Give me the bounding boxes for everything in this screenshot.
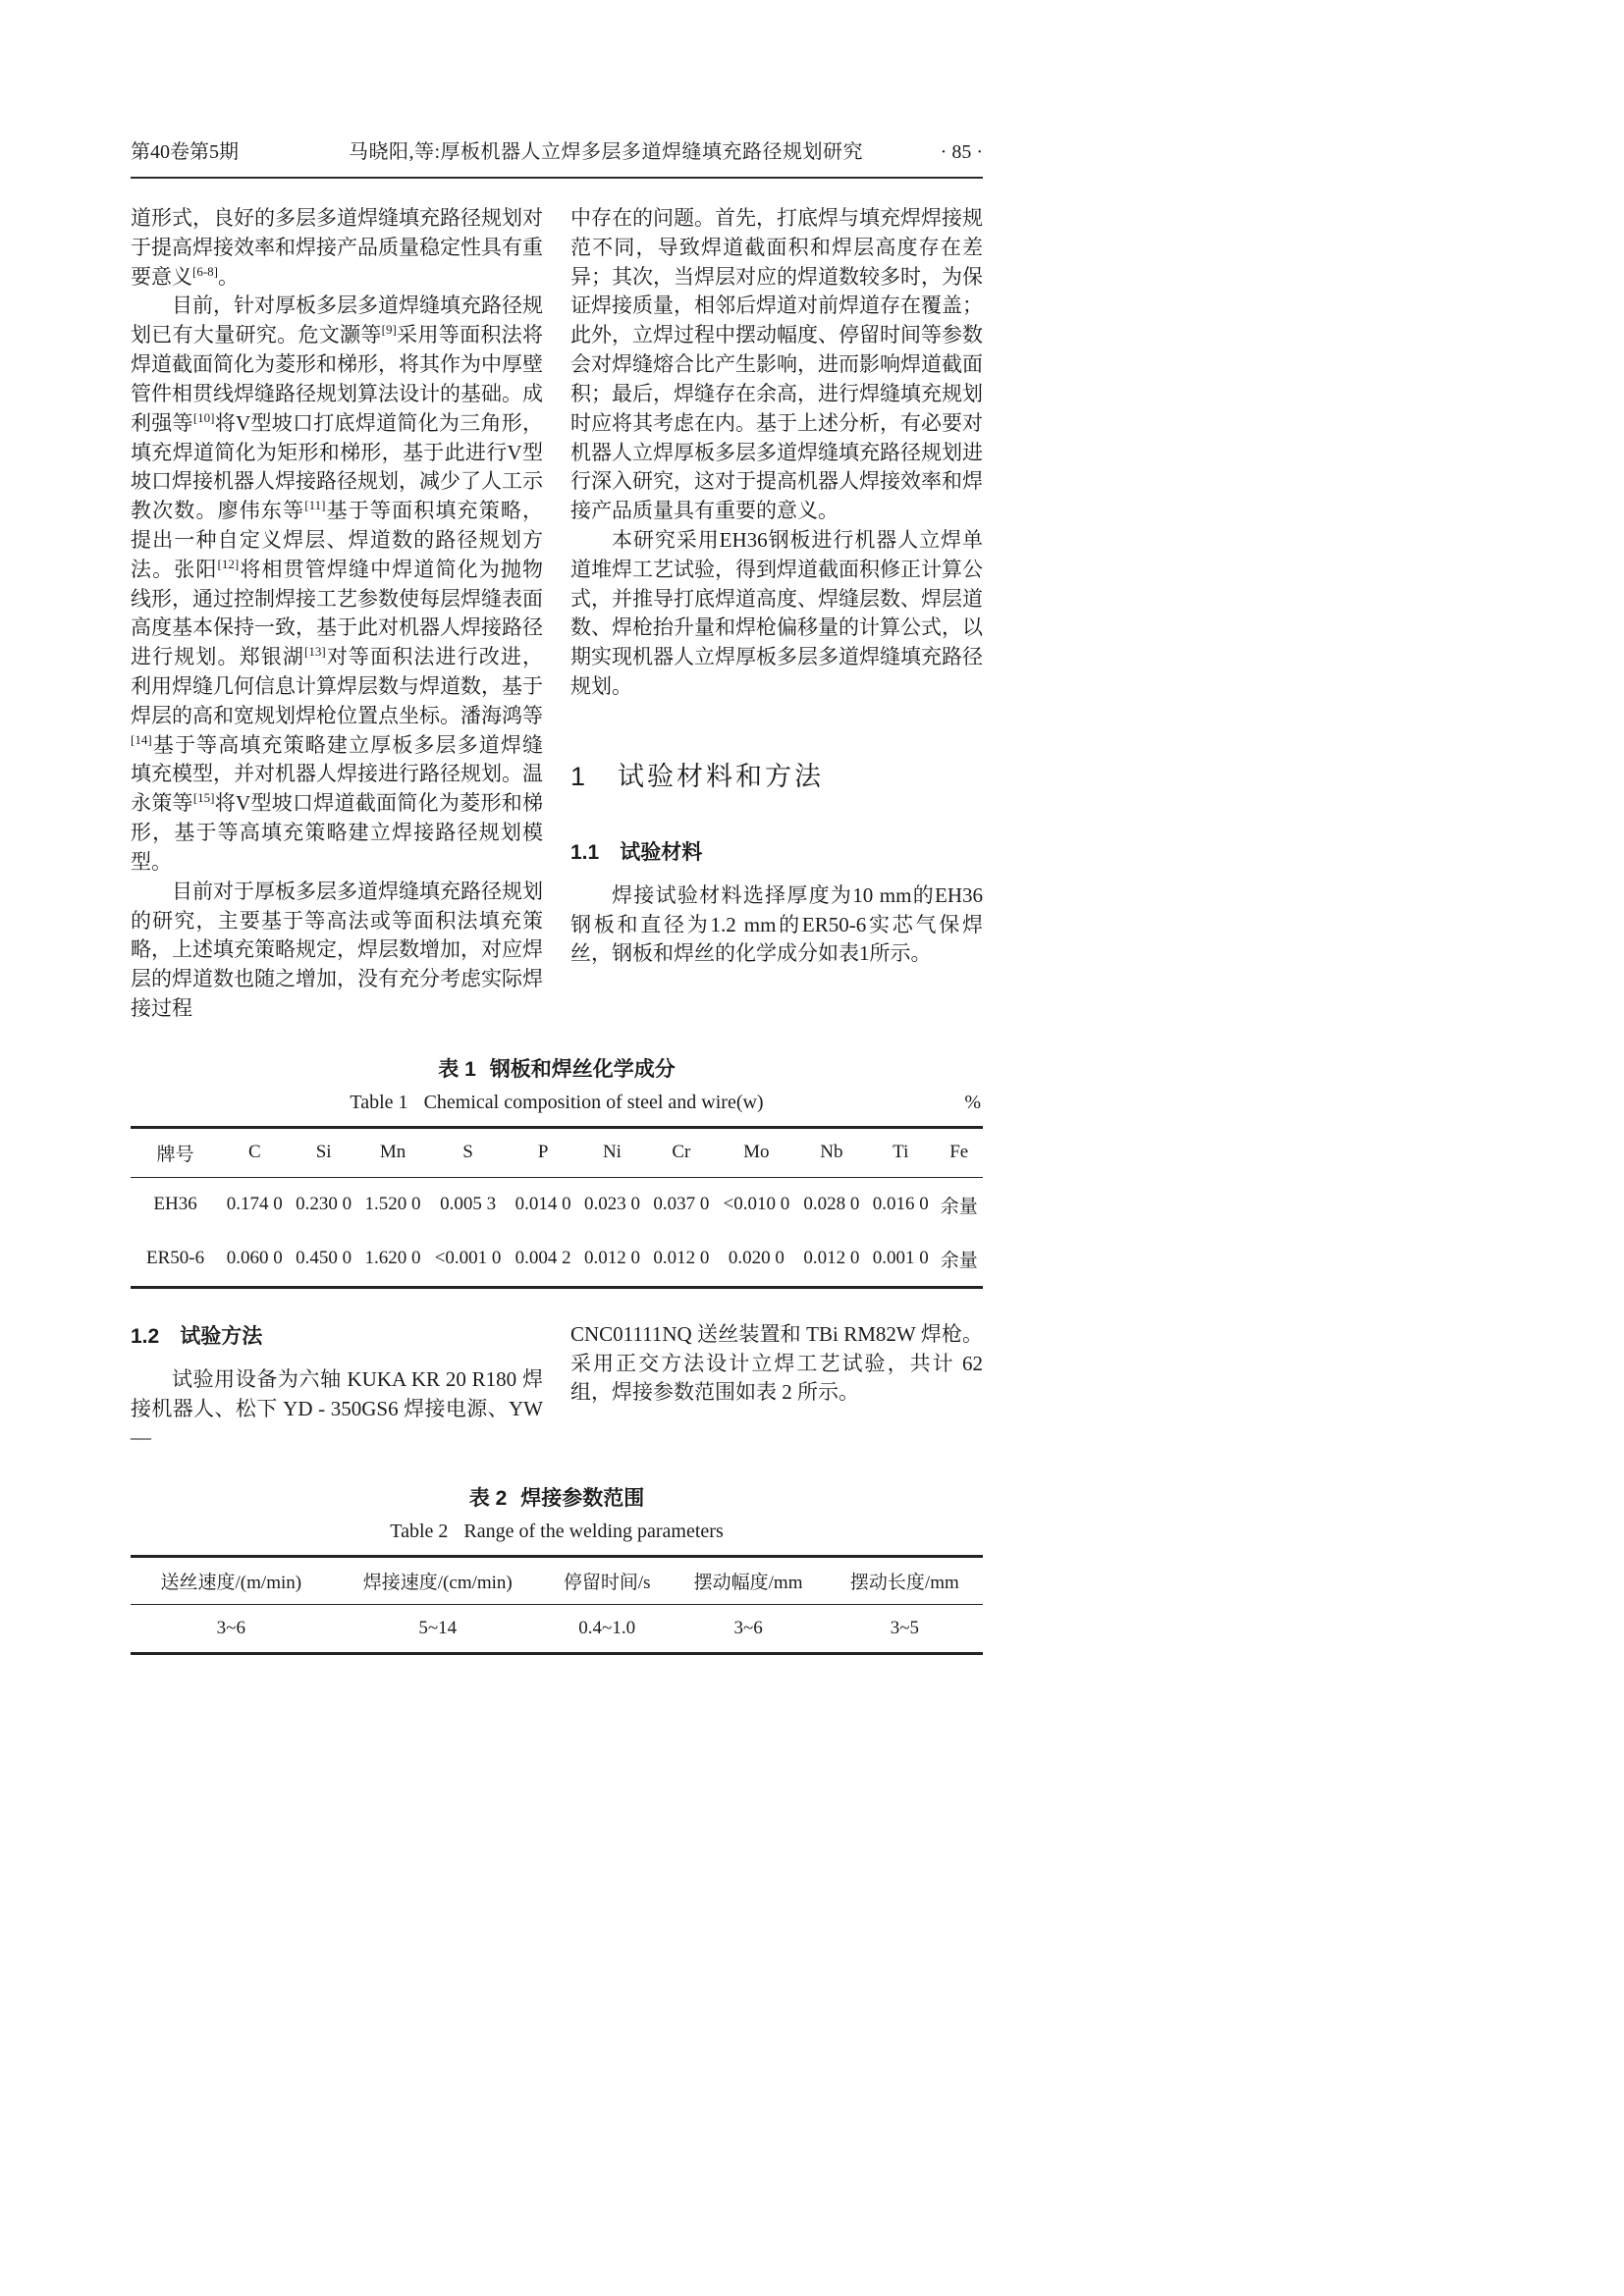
table2-header-row — [131, 1557, 983, 1605]
table1-cell: 1.620 0 — [364, 1248, 421, 1269]
table1-unit: % — [964, 1091, 981, 1113]
table1-header-cell: Cr — [647, 1127, 716, 1177]
table2-caption-text: 焊接参数范围 — [520, 1487, 645, 1511]
page-content — [131, 135, 983, 1655]
table1-header-cell: S — [427, 1127, 509, 1177]
table1-cell: 0.037 0 — [653, 1194, 710, 1215]
table2-cell: 0.4~1.0 — [578, 1618, 636, 1639]
page-number: · 85 · — [940, 141, 983, 163]
table1-cell: 0.012 0 — [803, 1248, 860, 1269]
table2-caption-cn — [131, 1482, 983, 1512]
table1-cell: 0.020 0 — [728, 1248, 785, 1269]
table2-header-cell: 摆动幅度/mm — [670, 1557, 826, 1605]
table2-caption-en-text: Range of the welding parameters — [463, 1521, 724, 1543]
paragraph: 道形式，良好的多层多道焊缝填充路径规划对于提高焊接效率和焊接产品质量稳定性具有重要意义[6-8]。 — [131, 206, 543, 289]
table1-cell: 0.028 0 — [803, 1194, 860, 1215]
table1-cell: 0.001 0 — [872, 1248, 929, 1269]
table1-header-cell: 牌号 — [131, 1127, 220, 1177]
table1-cell: 0.060 0 — [226, 1248, 283, 1269]
table2-data-row — [131, 1605, 983, 1654]
table1-header-cell: Ti — [866, 1127, 935, 1177]
table1-cell: 0.012 0 — [653, 1248, 710, 1269]
table1-cell: 0.014 0 — [514, 1194, 571, 1215]
paragraph: 目前，针对厚板多层多道焊缝填充路径规划已有大量研究。危文灏等[9]采用等面积法将焊道截面简化为菱形和梯形，将其作为中厚壁管件相贯线焊缝路径规划算法设计的基础。成利强等[10]将V型坡口打底焊道简化为三角形，填充焊道简化为矩形和梯形，基于此进行V型坡口焊接机器人焊接路径规划，减少了人工示教次数。廖伟东等[11]基于等面积填充策略，提出一种自定义焊层、焊道数的路径规划方法。张阳[12]将相贯管焊缝中焊道简化为抛物线形，通过控制焊接工艺参数使每层焊缝表面高度基本保持一致，基于此对机器人焊接路径进行规划。郑银湖[13]对等面积法进行改进，利用焊缝几何信息计算焊层数与焊道数，基于焊层的高和宽规划焊枪位置点坐标。潘海鸿等[14]基于等高填充策略建立厚板多层多道焊缝填充模型，并对机器人焊接进行路径规划。温永策等[15]将V型坡口焊道截面简化为菱形和梯形，基于等高填充策略建立焊接路径规划模型。 — [131, 294, 544, 874]
table1-caption-en — [131, 1092, 983, 1114]
body-columns-upper — [131, 204, 983, 1024]
table1-cell: 0.012 0 — [583, 1248, 640, 1269]
table2-cell: 5~14 — [418, 1618, 458, 1639]
running-title: 马晓阳,等:厚板机器人立焊多层多道焊缝填充路径规划研究 — [348, 141, 864, 163]
section-1-1-heading: 1.1 试验材料 — [570, 840, 703, 864]
table1-header-cell: Fe — [935, 1127, 983, 1177]
table1-caption-text: 钢板和焊丝化学成分 — [489, 1057, 676, 1081]
table2-label-en: Table 2 — [390, 1521, 449, 1543]
table1-cell: 0.230 0 — [296, 1194, 352, 1215]
table2-block — [131, 1482, 983, 1655]
table2-caption-en — [131, 1521, 983, 1543]
volume-issue: 第40卷第5期 — [131, 141, 239, 163]
table2-label: 表 2 — [468, 1487, 508, 1511]
table1-caption-cn — [131, 1053, 983, 1083]
table1-label: 表 1 — [438, 1057, 476, 1081]
table2-header-cell: 摆动长度/mm — [827, 1557, 983, 1605]
paragraph: CNC01111NQ 送丝装置和 TBi RM82W 焊枪。采用正交方法设计立焊工艺试验，共计 62 组，焊接参数范围如表 2 所示。 — [570, 1321, 983, 1405]
table1-cell: 余量 — [940, 1196, 978, 1217]
table2-welding-parameters — [131, 1555, 983, 1655]
table1-cell: EH36 — [153, 1194, 197, 1215]
left-column — [131, 204, 543, 1024]
table1-cell: 0.174 0 — [226, 1194, 283, 1215]
table1-header-cell: Nb — [797, 1127, 866, 1177]
journal-header — [131, 135, 983, 179]
table2-cell: 3~5 — [890, 1618, 919, 1639]
table1-header-cell: C — [220, 1127, 289, 1177]
table1-cell: 0.023 0 — [583, 1194, 640, 1215]
table1-cell: 0.450 0 — [296, 1248, 352, 1269]
table1-cell: 0.004 2 — [514, 1248, 571, 1269]
table1-header-cell: P — [509, 1127, 577, 1177]
table2-cell: 3~6 — [216, 1618, 245, 1639]
table1-header-cell: Mn — [358, 1127, 427, 1177]
table2-header-cell: 焊接速度/(cm/min) — [332, 1557, 544, 1605]
table1-cell: 1.520 0 — [364, 1194, 421, 1215]
table1-cell: <0.001 0 — [434, 1248, 502, 1269]
table1-caption-en-text: Chemical composition of steel and wire(w) — [423, 1091, 764, 1113]
table1-cell: <0.010 0 — [723, 1194, 790, 1215]
paragraph: 试验用设备为六轴 KUKA KR 20 R180 焊接机器人、松下 YD - 350GS6 焊接电源、YW — — [131, 1366, 543, 1450]
table2-cell: 3~6 — [733, 1618, 763, 1639]
right-column — [570, 1320, 983, 1453]
table2-header-cell: 送丝速度/(m/min) — [131, 1557, 332, 1605]
left-column — [131, 1320, 543, 1453]
table1-label-en: Table 1 — [350, 1091, 408, 1113]
right-column — [570, 204, 983, 1024]
table1-header-cell: Si — [289, 1127, 357, 1177]
table1-header-cell: Mo — [716, 1127, 797, 1177]
paragraph: 焊接试验材料选择厚度为10 mm的EH36钢板和直径为1.2 mm的ER50-6实芯气保焊丝，钢板和焊丝的化学成分如表1所示。 — [570, 882, 983, 966]
body-columns-lower — [131, 1320, 983, 1453]
paragraph: 中存在的问题。首先，打底焊与填充焊焊接规范不同，导致焊道截面积和焊层高度存在差异；其次，当焊层对应的焊道数较多时，为保证焊接质量，相邻后焊道对前焊道存在覆盖；此外，立焊过程中摆动幅度、停留时间等参数会对焊缝熔合比产生影响，进而影响焊道截面积；最后，焊缝存在余高，进行焊缝填充规划时应将其考虑在内。基于上述分析，有必要对机器人立焊厚板多层多道焊缝填充路径规划进行深入研究，这对于提高机器人焊接效率和焊接产品质量具有重要的意义。 — [570, 206, 983, 523]
table1-cell: ER50-6 — [146, 1248, 205, 1269]
paragraph: 本研究采用EH36钢板进行机器人立焊单道堆焊工艺试验，得到焊道截面积修正计算公式，并推导打底焊道高度、焊缝层数、焊层道数、焊枪抬升量和焊枪偏移量的计算公式，以期实现机器人立焊厚板多层多道焊缝填充路径规划。 — [570, 527, 983, 698]
table1-row-er50-6 — [131, 1232, 983, 1288]
table1-cell: 0.016 0 — [872, 1194, 929, 1215]
paragraph: 目前对于厚板多层多道焊缝填充路径规划的研究，主要基于等高法或等面积法填充策略，上述填充策略规定，焊层数增加，对应焊层的焊道数也随之增加，没有充分考虑实际焊接过程 — [131, 879, 543, 1020]
table2-header-cell: 停留时间/s — [544, 1557, 671, 1605]
table1-row-eh36 — [131, 1177, 983, 1232]
section-1-heading: 1 试验材料和方法 — [570, 761, 825, 791]
table1-cell: 0.005 3 — [440, 1194, 497, 1215]
table1-header-cell: Ni — [577, 1127, 646, 1177]
table1-cell: 余量 — [940, 1250, 978, 1271]
table1-block — [131, 1053, 983, 1289]
table1-chemical-composition — [131, 1126, 983, 1289]
table1-header-row — [131, 1127, 983, 1177]
section-1-2-heading: 1.2 试验方法 — [131, 1324, 263, 1348]
